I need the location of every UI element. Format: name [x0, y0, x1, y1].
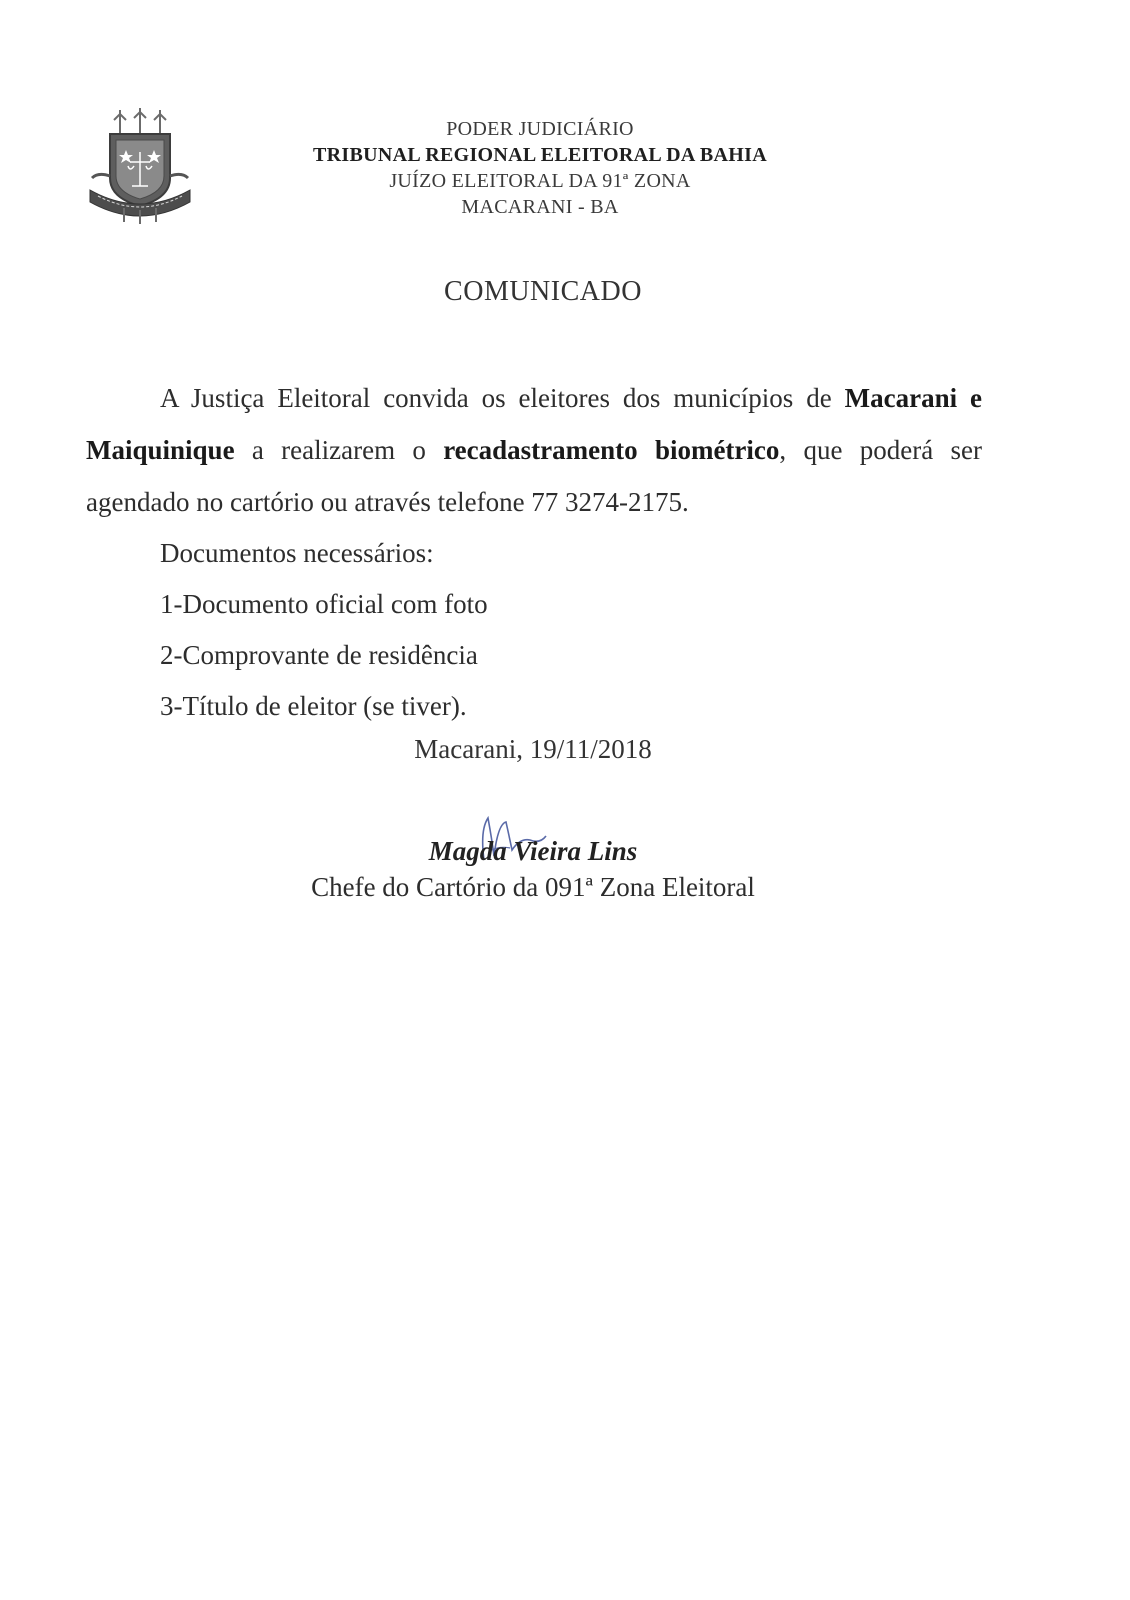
letterhead — [260, 116, 820, 220]
letterhead-city: MACARANI - BA — [461, 196, 619, 218]
paragraph-text-2: a realizarem o — [234, 435, 444, 465]
paragraph-text-1: A Justiça Eleitoral convida os eleitores dos municípios de — [160, 383, 845, 413]
date-line: Macarani, 19/11/2018 — [414, 734, 652, 764]
announcement-paragraph — [86, 372, 982, 528]
document-body — [86, 372, 982, 732]
municipalities-emphasis: Macarani e Maiquinique — [86, 383, 983, 465]
biometric-emphasis: recadastramento biométrico — [443, 435, 780, 465]
letterhead-court: TRIBUNAL REGIONAL ELEITORAL DA BAHIA — [313, 144, 767, 166]
document-item: 2-Comprovante de residência — [160, 640, 478, 670]
signer-name: Magda Vieira Lins — [428, 836, 638, 866]
coat-of-arms-icon — [84, 106, 196, 224]
document-item: 3-Título de eleitor (se tiver). — [160, 691, 467, 721]
document-item: 1-Documento oficial com foto — [160, 589, 488, 619]
document-title: COMUNICADO — [444, 276, 642, 307]
documents-heading: Documentos necessários: — [160, 538, 434, 568]
letterhead-zone: JUÍZO ELEITORAL DA 91ª ZONA — [389, 170, 691, 192]
paragraph-text-3: , que poderá ser agendado no cartório ou através telefone 77 3274-2175. — [86, 435, 983, 517]
letterhead-judiciary: PODER JUDICIÁRIO — [446, 118, 634, 140]
signer-role: Chefe do Cartório da 091ª Zona Eleitoral — [311, 872, 755, 902]
